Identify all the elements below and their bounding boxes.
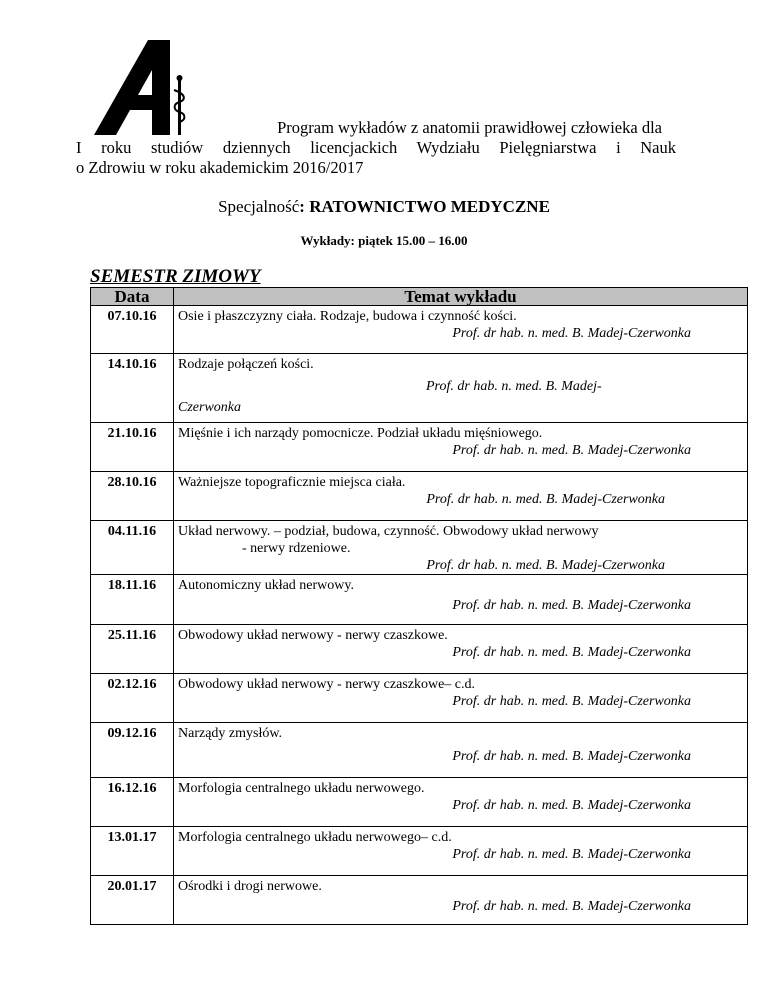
specialty-label: Specjalność bbox=[218, 197, 300, 216]
table-row bbox=[91, 723, 748, 778]
row-topic bbox=[174, 827, 748, 876]
semester-heading: SEMESTR ZIMOWY bbox=[90, 266, 261, 287]
row-topic bbox=[174, 423, 748, 472]
table-row bbox=[91, 625, 748, 674]
specialty-line bbox=[0, 197, 768, 217]
lecturer-name: Prof. dr hab. n. med. B. Madej-Czerwonka bbox=[452, 798, 691, 813]
table-row bbox=[91, 674, 748, 723]
row-topic bbox=[174, 778, 748, 827]
topic-text: Obwodowy układ nerwowy - nerwy czaszkowe– c.d. bbox=[178, 677, 476, 692]
topic-continuation: - nerwy rdzeniowe. bbox=[242, 541, 351, 556]
table-row bbox=[91, 423, 748, 472]
topic-text: Osie i płaszczyzny ciała. Rodzaje, budowa i czynność kości. bbox=[178, 309, 517, 324]
lecturer-name: Prof. dr hab. n. med. B. Madej-Czerwonka bbox=[426, 492, 665, 507]
row-topic bbox=[174, 876, 748, 925]
row-topic bbox=[174, 354, 748, 423]
table-row bbox=[91, 827, 748, 876]
table-row bbox=[91, 521, 748, 575]
row-topic bbox=[174, 575, 748, 625]
topic-text: Narządy zmysłów. bbox=[178, 726, 283, 741]
lecturer-name: Prof. dr hab. n. med. B. Madej-Czerwonka bbox=[452, 694, 691, 709]
row-date: 21.10.16 bbox=[91, 423, 174, 472]
table-row bbox=[91, 778, 748, 827]
lecturer-name: Prof. dr hab. n. med. B. Madej-Czerwonka bbox=[452, 645, 691, 660]
topic-text: Ośrodki i drogi nerwowe. bbox=[178, 879, 322, 894]
row-topic bbox=[174, 625, 748, 674]
topic-text: Mięśnie i ich narządy pomocnicze. Podział układu mięśniowego. bbox=[178, 426, 543, 441]
lecturer-name: Prof. dr hab. n. med. B. Madej-Czerwonka bbox=[452, 749, 691, 764]
row-date: 14.10.16 bbox=[91, 354, 174, 423]
lecturer-name: Prof. dr hab. n. med. B. Madej-Czerwonka bbox=[452, 598, 691, 613]
lecturer-name: Prof. dr hab. n. med. B. Madej-Czerwonka bbox=[452, 443, 691, 458]
topic-text: Rodzaje połączeń kości. bbox=[178, 357, 314, 372]
lecturer-name: Prof. dr hab. n. med. B. Madej-Czerwonka bbox=[452, 899, 691, 914]
table-row bbox=[91, 306, 748, 354]
column-header-date: Data bbox=[91, 288, 174, 306]
table-row bbox=[91, 472, 748, 521]
row-topic bbox=[174, 521, 748, 575]
row-topic bbox=[174, 723, 748, 778]
topic-text: Układ nerwowy. – podział, budowa, czynność. Obwodowy układ nerwowy bbox=[178, 524, 599, 539]
intro-line-3: o Zdrowiu w roku akademickim 2016/2017 bbox=[76, 158, 364, 177]
topic-text: Morfologia centralnego układu nerwowego– c.d. bbox=[178, 830, 452, 845]
topic-text: Obwodowy układ nerwowy - nerwy czaszkowe. bbox=[178, 628, 448, 643]
row-date: 20.01.17 bbox=[91, 876, 174, 925]
row-topic bbox=[174, 472, 748, 521]
row-topic bbox=[174, 674, 748, 723]
lecture-schedule-table bbox=[90, 287, 748, 925]
row-date: 16.12.16 bbox=[91, 778, 174, 827]
topic-text: Ważniejsze topograficznie miejsca ciała. bbox=[178, 475, 406, 490]
table-row bbox=[91, 876, 748, 925]
table-row bbox=[91, 575, 748, 625]
topic-text: Autonomiczny układ nerwowy. bbox=[178, 578, 354, 593]
lecturer-name: Prof. dr hab. n. med. B. Madej-Czerwonka bbox=[426, 558, 665, 573]
specialty-value: : RATOWNICTWO MEDYCZNE bbox=[299, 197, 550, 216]
lecturer-name-part2: Czerwonka bbox=[178, 400, 241, 415]
row-date: 13.01.17 bbox=[91, 827, 174, 876]
row-date: 28.10.16 bbox=[91, 472, 174, 521]
row-date: 04.11.16 bbox=[91, 521, 174, 575]
intro-line-1: Program wykładów z anatomii prawidłowej człowieka dla bbox=[277, 118, 662, 137]
topic-text: Morfologia centralnego układu nerwowego. bbox=[178, 781, 425, 796]
lecturer-name: Prof. dr hab. n. med. B. Madej-Czerwonka bbox=[452, 326, 691, 341]
column-header-topic: Temat wykładu bbox=[174, 288, 748, 306]
row-date: 18.11.16 bbox=[91, 575, 174, 625]
intro-text bbox=[76, 118, 676, 178]
row-date: 07.10.16 bbox=[91, 306, 174, 354]
lecturer-name: Prof. dr hab. n. med. B. Madej-Czerwonka bbox=[452, 847, 691, 862]
row-date: 02.12.16 bbox=[91, 674, 174, 723]
table-row bbox=[91, 354, 748, 423]
intro-line-2: I roku studiów dziennych licencjackich Wydziału Pielęgniarstwa i Nauk bbox=[76, 138, 676, 157]
lecturer-name-part1: Prof. dr hab. n. med. B. Madej- bbox=[426, 379, 602, 394]
lecture-hours: Wykłady: piątek 15.00 – 16.00 bbox=[300, 233, 468, 248]
row-topic bbox=[174, 306, 748, 354]
table-header-row bbox=[91, 288, 748, 306]
row-date: 09.12.16 bbox=[91, 723, 174, 778]
row-date: 25.11.16 bbox=[91, 625, 174, 674]
